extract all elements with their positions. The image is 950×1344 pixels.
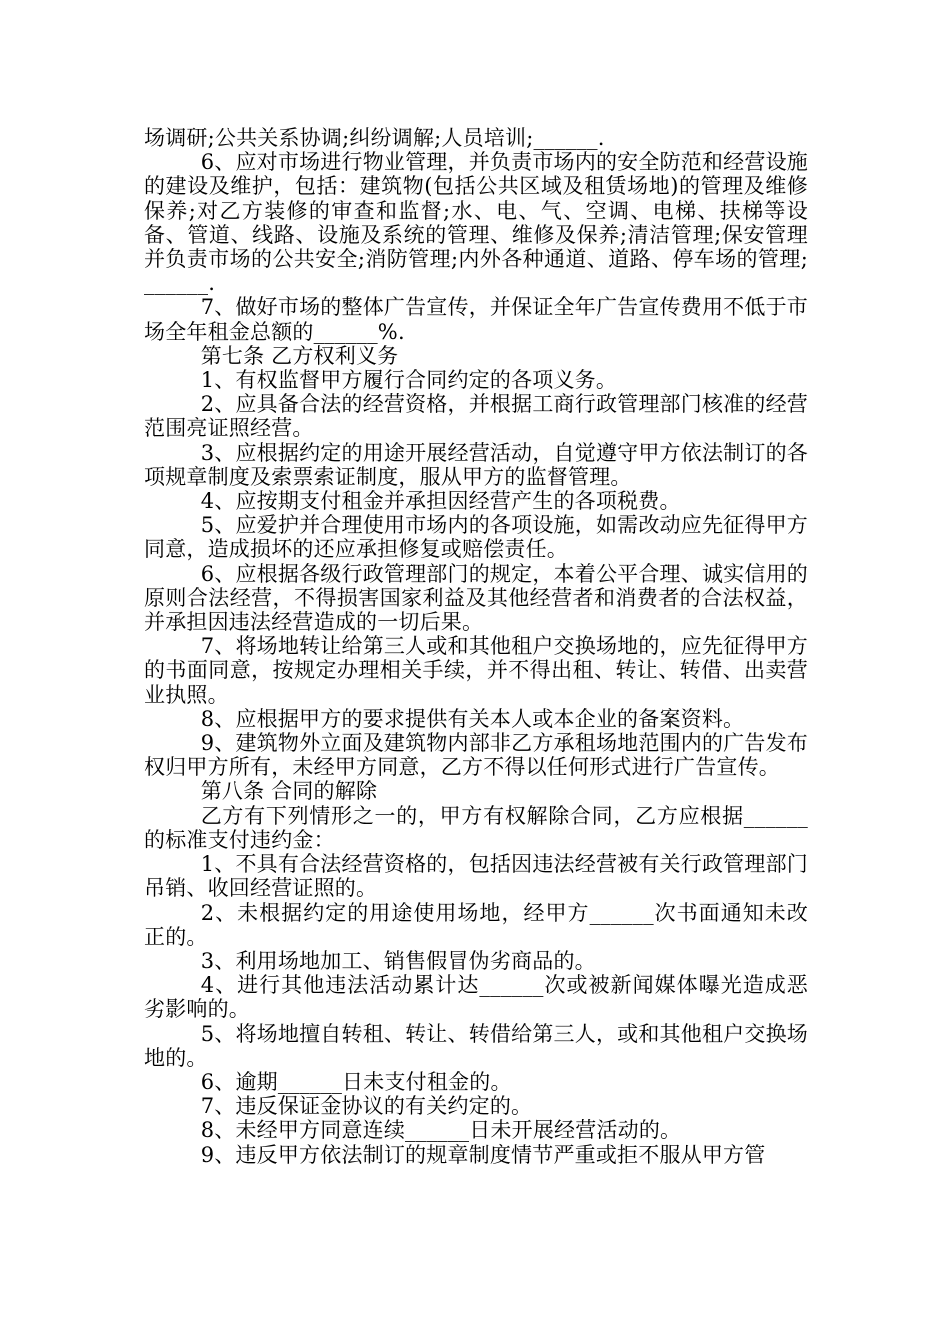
article-7-item-6: 6、应根据各级行政管理部门的规定，本着公平合理、诚实信用的原则合法经营，不得损害国家利益及其他经营者和消费者的合法权益，并承担因违法经营造成的一切后果。 <box>144 561 808 635</box>
paragraph-continuation: 场调研;公共关系协调;纠纷调解;人员培训;______. <box>144 126 605 150</box>
article-7-item-4: 4、应按期支付租金并承担因经营产生的各项税费。 <box>200 489 681 514</box>
article-7-item-7: 7、将场地转让给第三人或和其他租户交换场地的，应先征得甲方的书面同意，按规定办理相关手续，并不得出租、转让、转借、出卖营业执照。 <box>144 634 808 707</box>
article-8-intro: 乙方有下列情形之一的，甲方有权解除合同，乙方应根据______的标准支付违约金： <box>144 803 808 852</box>
article-8-item-1: 1、不具有合法经营资格的，包括因违法经营被有关行政管理部门吊销、收回经营证照的。 <box>144 852 808 901</box>
clause-6-property-management: 6、应对市场进行物业管理，并负责市场内的安全防范和经营设施的建设及维护，包括：建筑物(包括公共区域及租赁场地)的管理及维修保养;对乙方装修的审查和监督;水、电、气、空调、电梯、扶梯等设备、管道、线路、设施及系统的管理、维修及保养;清洁管理;保安管理并负责市场的公共安全;消防管理;内外各种通道、道路、停车场的管理;______. <box>144 150 808 296</box>
article-8-item-8: 8、未经甲方同意连续______日未开展经营活动的。 <box>200 1118 682 1143</box>
article-7-item-3: 3、应根据约定的用途开展经营活动，自觉遵守甲方依法制订的各项规章制度及索票索证制度，服从甲方的监督管理。 <box>144 440 808 489</box>
article-7-item-9: 9、建筑物外立面及建筑物内部非乙方承租场地范围内的广告发布权归甲方所有，未经甲方同意，乙方不得以任何形式进行广告宣传。 <box>144 731 808 780</box>
clause-7-advertising: 7、做好市场的整体广告宣传，并保证全年广告宣传费用不低于市场全年租金总额的______%. <box>144 295 808 344</box>
article-8-item-5: 5、将场地擅自转租、转让、转借给第三人，或和其他租户交换场地的。 <box>144 1021 808 1070</box>
article-8-item-4: 4、进行其他违法活动累计达______次或被新闻媒体曝光造成恶劣影响的。 <box>144 973 808 1022</box>
article-7-item-1: 1、有权监督甲方履行合同约定的各项义务。 <box>200 368 618 393</box>
article-8-item-3: 3、利用场地加工、销售假冒伪劣商品的。 <box>200 948 596 973</box>
article-8-item-2: 2、未根据约定的用途使用场地，经甲方______次书面通知未改正的。 <box>144 900 808 949</box>
article-7-item-5: 5、应爱护并合理使用市场内的各项设施，如需改动应先征得甲方同意，造成损坏的还应承担修复或赔偿责任。 <box>144 513 808 562</box>
article-7-heading: 第七条 乙方权利义务 <box>200 343 399 368</box>
article-8-item-9: 9、违反甲方依法制订的规章制度情节严重或拒不服从甲方管 <box>200 1142 766 1167</box>
article-8-heading: 第八条 合同的解除 <box>200 779 378 804</box>
document-page <box>144 126 808 1167</box>
article-7-item-2: 2、应具备合法的经营资格，并根据工商行政管理部门核准的经营范围亮证照经营。 <box>144 392 808 441</box>
article-8-item-6: 6、逾期______日未支付租金的。 <box>200 1069 512 1094</box>
article-8-item-7: 7、违反保证金协议的有关约定的。 <box>200 1094 533 1119</box>
article-7-item-8: 8、应根据甲方的要求提供有关本人或本企业的备案资料。 <box>200 706 745 731</box>
